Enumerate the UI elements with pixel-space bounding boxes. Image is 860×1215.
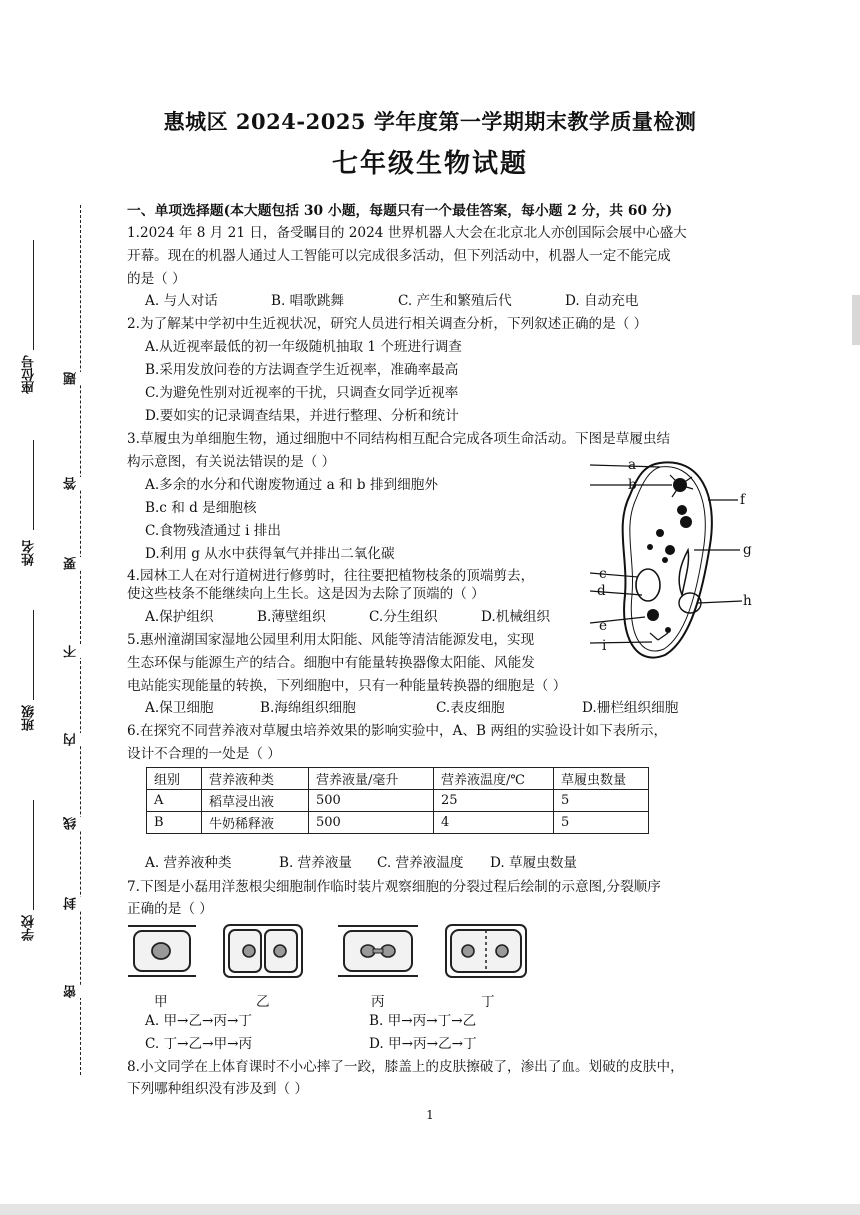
figure-label-ding: 丁	[481, 994, 495, 1010]
q1-line: 的是（ ）	[127, 271, 186, 287]
q7-option-a[interactable]: A. 甲→乙→丙→丁	[145, 1013, 253, 1029]
q1-option-c[interactable]: C. 产生和繁殖后代	[398, 293, 512, 309]
table-cell: A	[147, 790, 202, 812]
q4-line: 使这些枝条不能继续向上生长。这是因为去除了顶端的（ ）	[127, 586, 485, 602]
seat-number-label: 座位号	[22, 355, 37, 394]
q5-option-a[interactable]: A.保卫细胞	[145, 700, 214, 716]
table-row	[147, 812, 649, 834]
seal-char: 封	[62, 897, 98, 910]
table-cell: 牛奶稀释液	[202, 812, 309, 834]
table-cell: 25	[434, 790, 554, 812]
q1-option-d[interactable]: D. 自动充电	[565, 293, 639, 309]
q4-option-c[interactable]: C.分生组织	[369, 609, 438, 625]
school-label: 学校	[22, 915, 37, 941]
seal-char: 答	[62, 477, 98, 490]
seal-char: 题	[62, 372, 98, 385]
q4-line: 4.园林工人在对行道树进行修剪时，往往要把植物枝条的顶端剪去，	[127, 568, 535, 584]
figure-label-h: h	[743, 593, 752, 609]
exam-title: 惠城区 2024-2025 学年度第一学期期末教学质量检测	[163, 109, 697, 134]
q6-line: 设计不合理的一处是（ ）	[127, 746, 281, 762]
q1-option-a[interactable]: A. 与人对话	[145, 293, 218, 309]
q1-line: 开幕。现在的机器人通过人工智能可以完成很多活动，但下列活动中，机器人一定不能完成	[127, 248, 671, 264]
figure-label-e: e	[599, 618, 608, 634]
q7-line: 7.下图是小磊用洋葱根尖细胞制作临时装片观察细胞的分裂过程后绘制的示意图,分裂顺序	[127, 879, 661, 895]
table-cell: 4	[434, 812, 554, 834]
table-cell: 5	[554, 790, 649, 812]
table-cell: B	[147, 812, 202, 834]
figure-label-yi: 乙	[256, 994, 270, 1010]
figure-label-bing: 丙	[371, 994, 385, 1010]
q5-line: 5.惠州潼湖国家湿地公园里利用太阳能、风能等清洁能源发电，实现	[127, 632, 535, 648]
paramecium-diagram	[590, 455, 765, 665]
q5-option-b[interactable]: B.海绵组织细胞	[260, 700, 356, 716]
name-label: 姓名	[22, 540, 37, 566]
table-cell: 500	[309, 790, 434, 812]
table-header: 组别	[147, 768, 202, 790]
q2-line: 2.为了解某中学初中生近视状况，研究人员进行相关调查分析，下列叙述正确的是（ ）	[127, 316, 648, 332]
q3-option-d[interactable]: D.利用 g 从水中获得氧气并排出二氧化碳	[145, 546, 395, 562]
q7-option-c[interactable]: C. 丁→乙→甲→丙	[145, 1036, 253, 1052]
seal-char: 要	[62, 557, 98, 570]
q3-line: 构示意图，有关说法错误的是（ ）	[127, 454, 336, 470]
table-cell: 5	[554, 812, 649, 834]
page-number: 1	[426, 1108, 434, 1122]
table-header: 营养液温度/℃	[434, 768, 554, 790]
q5-line: 生态环保与能源生产的结合。细胞中有能量转换器像太阳能、风能发	[127, 655, 535, 671]
q2-option-d[interactable]: D.要如实的记录调查结果，并进行整理、分析和统计	[145, 408, 459, 424]
q7-option-d[interactable]: D. 甲→丙→乙→丁	[369, 1036, 477, 1052]
figure-label-f: f	[740, 492, 746, 508]
name-blank[interactable]	[33, 440, 34, 530]
scan-bottom-edge	[0, 1204, 860, 1215]
cell-yi	[222, 922, 304, 980]
table-cell: 稻草浸出液	[202, 790, 309, 812]
q2-option-a[interactable]: A.从近视率最低的初一年级随机抽取 1 个班进行调查	[145, 339, 462, 355]
figure-label-c: c	[599, 566, 607, 582]
table-header: 营养液量/毫升	[309, 768, 434, 790]
cell-jia	[126, 922, 198, 980]
table-header: 营养液种类	[202, 768, 309, 790]
cell-bing	[336, 922, 420, 980]
q2-option-c[interactable]: C.为避免性别对近视率的干扰，只调查女同学近视率	[145, 385, 459, 401]
experiment-table	[146, 767, 649, 834]
q2-option-b[interactable]: B.采用发放问卷的方法调查学生近视率，准确率最高	[145, 362, 459, 378]
q6-option-a[interactable]: A. 营养液种类	[145, 855, 232, 871]
scan-edge-shadow	[852, 295, 860, 345]
table-header: 草履虫数量	[554, 768, 649, 790]
q1-line: 1.2024 年 8 月 21 日，备受瞩目的 2024 世界机器人大会在北京北人亦创国际会展中心盛大	[127, 225, 687, 241]
q6-option-d[interactable]: D. 草履虫数量	[490, 855, 578, 871]
q7-line: 正确的是（ ）	[127, 901, 213, 917]
figure-label-a: a	[628, 457, 637, 473]
seat-number-blank[interactable]	[33, 240, 34, 350]
q6-option-b[interactable]: B. 营养液量	[279, 855, 353, 871]
q4-option-b[interactable]: B.薄壁组织	[257, 609, 326, 625]
q4-option-d[interactable]: D.机械组织	[481, 609, 551, 625]
q1-option-b[interactable]: B. 唱歌跳舞	[271, 293, 345, 309]
seal-char: 密	[62, 985, 98, 998]
table-header-row	[147, 768, 649, 790]
q5-option-d[interactable]: D.栅栏组织细胞	[582, 700, 679, 716]
q6-option-c[interactable]: C. 营养液温度	[377, 855, 464, 871]
binding-dashed-line	[80, 205, 81, 1075]
figure-label-d: d	[597, 583, 606, 599]
school-blank[interactable]	[33, 800, 34, 910]
seal-char: 线	[62, 817, 98, 830]
class-blank[interactable]	[33, 610, 34, 700]
table-cell: 500	[309, 812, 434, 834]
seal-char: 不	[62, 645, 98, 658]
q7-option-b[interactable]: B. 甲→丙→丁→乙	[369, 1013, 477, 1029]
q3-line: 3.草履虫为单细胞生物，通过细胞中不同结构相互配合完成各项生命活动。下图是草履虫结	[127, 431, 671, 447]
q5-option-c[interactable]: C.表皮细胞	[436, 700, 505, 716]
q3-option-c[interactable]: C.食物残渣通过 i 排出	[145, 523, 281, 539]
q5-line: 电站能实现能量的转换，下列细胞中，只有一种能量转换器的细胞是（ ）	[127, 678, 567, 694]
q6-line: 6.在探究不同营养液对草履虫培养效果的影响实验中，A、B 两组的实验设计如下表所示，	[127, 723, 668, 739]
table-row	[147, 790, 649, 812]
cell-ding	[444, 922, 528, 980]
seal-char: 内	[62, 733, 98, 746]
q8-line: 下列哪种组织没有涉及到（ ）	[127, 1081, 309, 1097]
class-label: 班级	[22, 705, 37, 731]
q4-option-a[interactable]: A.保护组织	[145, 609, 214, 625]
q8-line: 8.小文同学在上体育课时不小心摔了一跤，膝盖上的皮肤擦破了，渗出了血。划破的皮肤中，	[127, 1059, 684, 1075]
figure-label-jia: 甲	[154, 994, 168, 1010]
figure-label-b: b	[628, 477, 637, 493]
figure-label-g: g	[743, 542, 752, 558]
exam-subtitle: 七年级生物试题	[331, 149, 528, 179]
section-heading: 一、单项选择题(本大题包括 30 小题，每题只有一个最佳答案，每小题 2 分，共 60 分)	[127, 203, 673, 219]
q3-option-b[interactable]: B.c 和 d 是细胞核	[145, 500, 257, 516]
figure-label-i: i	[602, 638, 607, 654]
q3-option-a[interactable]: A.多余的水分和代谢废物通过 a 和 b 排到细胞外	[145, 477, 438, 493]
